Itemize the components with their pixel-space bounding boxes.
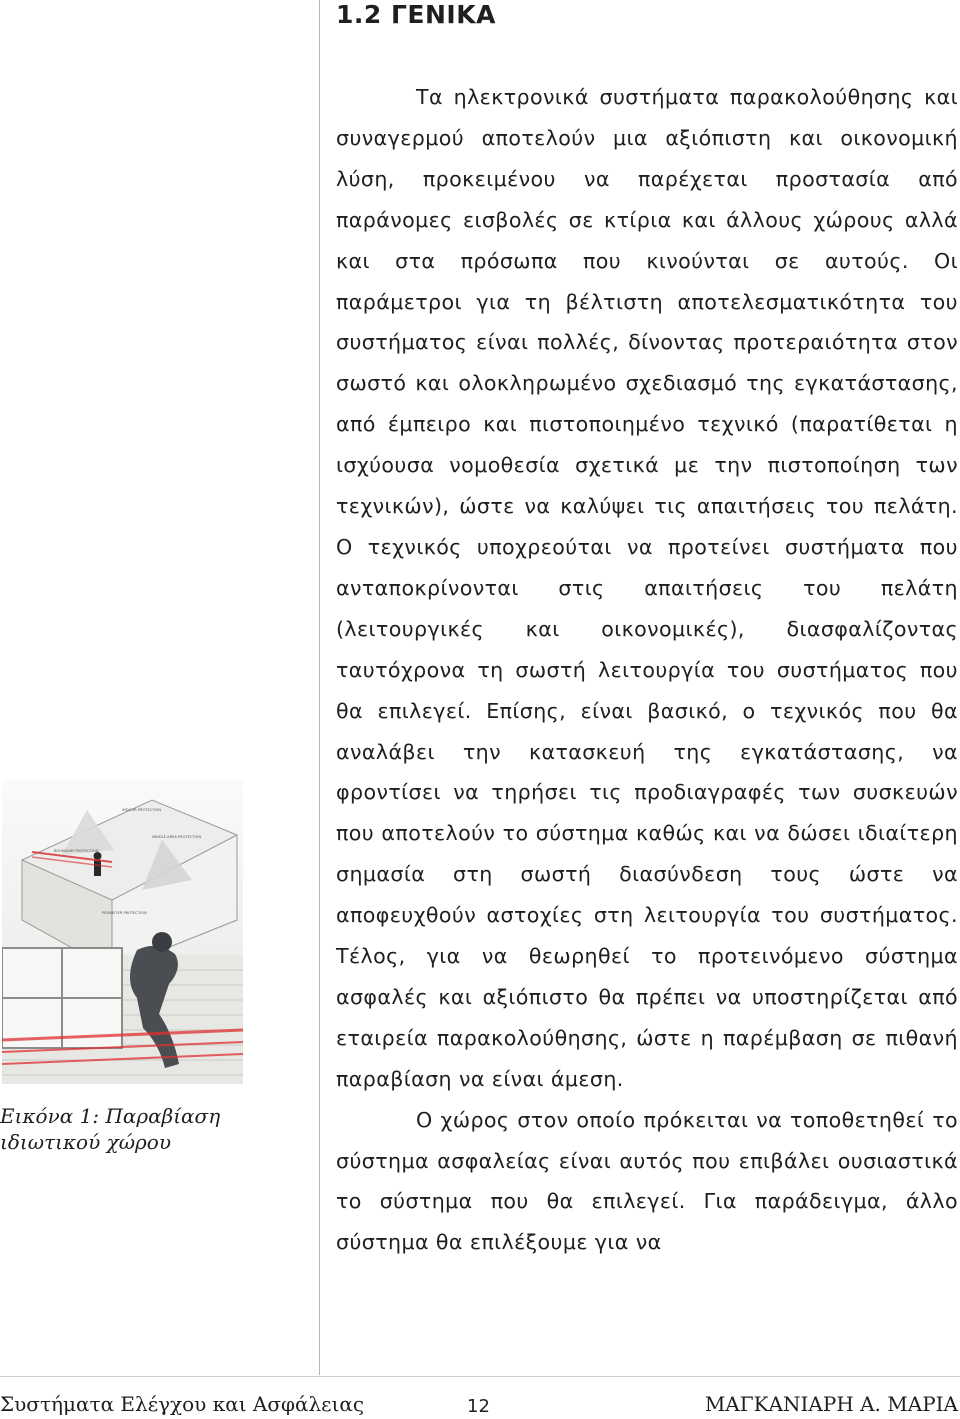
figure-caption bbox=[0, 1103, 300, 1155]
footer-course-title: Συστήματα Ελέγχου και Ασφάλειας bbox=[0, 1392, 365, 1416]
label-indoor: INDOOR PROTECTION bbox=[122, 808, 162, 812]
label-perimeter: PERIMETER PROTECTION bbox=[102, 911, 147, 915]
paragraph-1: Τα ηλεκτρονικά συστήματα παρακολούθησης και συναγερμού αποτελούν μια αξιόπιστη και οικονομική λύση, προκειμένου να παρέχεται προστασία από παράνομες εισβολές σε κτίρια και άλλους χώρους αλλά και στα πρόσωπα που κινούνται σε αυτούς. Οι παράμετροι για τη βέλτιστη αποτελεσματικότητα του συστήματος είναι πολλές, δίνοντας προτεραιότητα στον σωστό και ολοκληρωμένο σχεδιασμό της εγκατάστασης, από έμπειρο και πιστοποιημένο τεχνικό (παρατίθεται η ισχύουσα νομοθεσία σχετικά με την πιστοποίηση των τεχνικών), ώστε να καλύψει τις απαιτήσεις του πελάτη. Ο τεχνικός υποχρεούται να προτείνει συστήματα που ανταποκρίνονται στις απαιτήσεις του πελάτη (λειτουργικές και οικονομικές), διασφαλίζοντας ταυτόχρονα τη σωστή λειτουργία του συστήματος που θα επιλεγεί. Επίσης, είναι βασικό, ο τεχνικός που θα αναλάβει την κατασκευή της εγκατάστασης, να φροντίσει να τηρήσει τις προδιαγραφές των συσκευών που αποτελούν το σύστημα καθώς και να δώσει ιδιαίτερη σημασία στη σωστή διασύνδεση τους ώστε να αποφευχθούν αστοχίες στη λειτουργία του συστήματος. Τέλος, για να θεωρηθεί το προτεινόμενο σύστημα ασφαλές και αξιόπιστο θα πρέπει να υποστηρίζεται από εταιρεία παρακολούθησης, ώστε η παρέμβαση σε πιθανή παραβίαση να είναι άμεση. bbox=[336, 85, 958, 1091]
paragraph-2: Ο χώρος στον οποίο πρόκειται να τοποθετηθεί το σύστημα ασφαλείας είναι αυτός που επιβάλει ουσιαστικά το σύστημα που θα επιλεγεί. Για παράδειγμα, άλλο σύστημα θα επιλέξουμε για να bbox=[336, 1107, 958, 1255]
intrusion-illustration-svg bbox=[2, 780, 243, 1084]
label-boundary: BOUNDARY PROTECTION bbox=[54, 849, 99, 853]
intrusion-illustration bbox=[2, 780, 243, 1084]
body-text bbox=[336, 77, 958, 1263]
footer-rule bbox=[0, 1376, 960, 1377]
column-divider bbox=[319, 0, 320, 1375]
footer-page-number: 12 bbox=[467, 1396, 490, 1417]
label-middle-area: MIDDLE AREA PROTECTION bbox=[152, 835, 202, 839]
figure-caption-line-1: Εικόνα 1: Παραβίαση bbox=[0, 1104, 221, 1128]
section-heading: 1.2 ΓΕΝΙΚΑ bbox=[336, 0, 496, 29]
footer-author: ΜΑΓΚΑΝΙΑΡΗ Α. ΜΑΡΙΑ bbox=[704, 1392, 958, 1416]
figure-caption-line-2: ιδιωτικού χώρου bbox=[0, 1130, 171, 1154]
